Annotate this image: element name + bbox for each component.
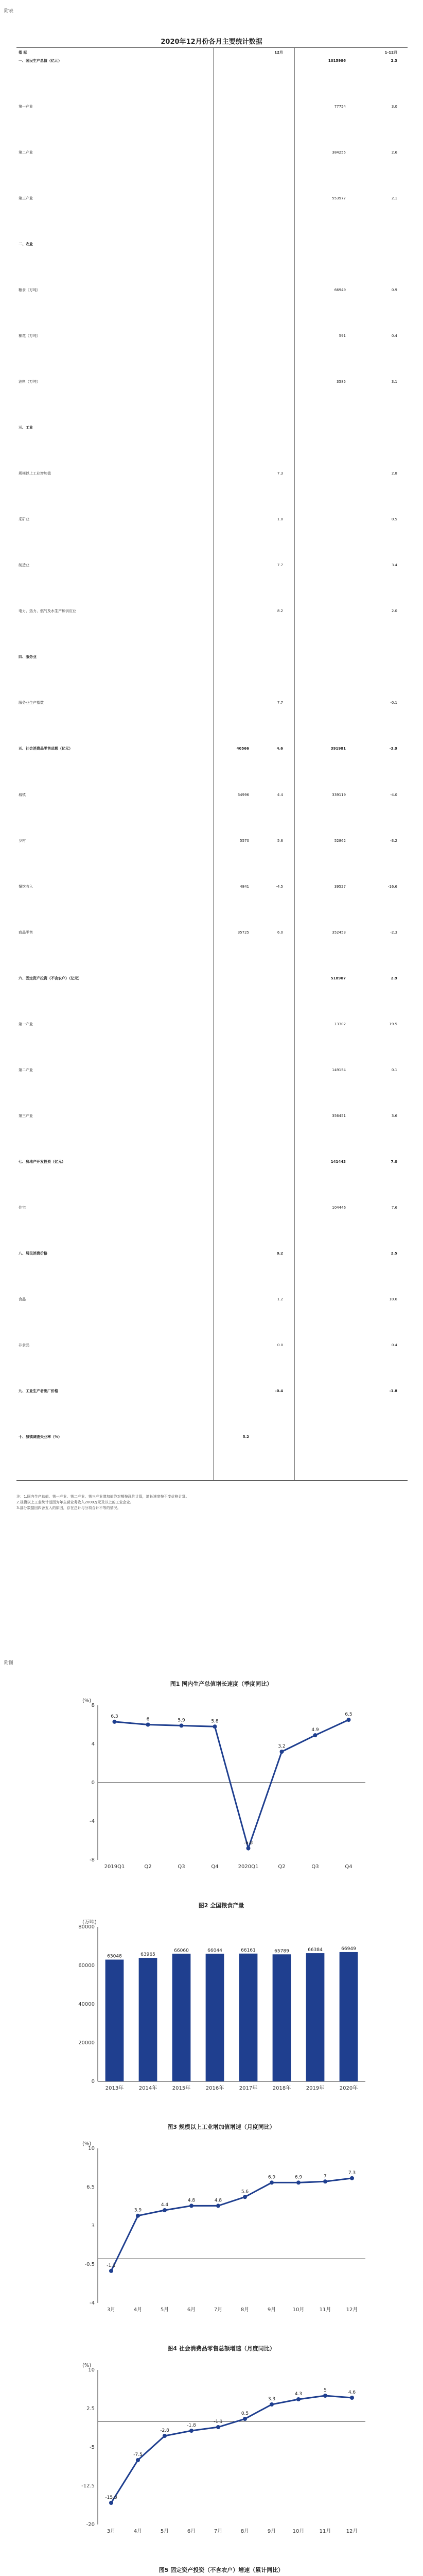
x-tick-label: Q2 — [278, 1864, 286, 1870]
table-cell: 149154 — [332, 1067, 346, 1072]
table-cell: -2.3 — [390, 930, 397, 935]
data-label: 5.9 — [178, 1718, 185, 1723]
table-row — [16, 700, 408, 705]
data-label: 4.3 — [294, 2392, 303, 2397]
chart-svg — [67, 2138, 376, 2324]
y-tick-label: 60000 — [78, 1963, 95, 1969]
table-cell: 第三产业 — [19, 1113, 33, 1118]
footnote-line: 注：1.国内生产总值、第一产业、第二产业、第三产业增加值绝对额按现价计算，增长速度按不变价格计算。 — [16, 1495, 189, 1499]
y-tick-label: 40000 — [78, 2002, 95, 2007]
data-label: 63048 — [107, 1954, 122, 1959]
data-point — [113, 1720, 117, 1724]
table-cell: -4.0 — [390, 792, 397, 797]
table-cell: 二、农业 — [19, 242, 33, 247]
data-label: 0.5 — [241, 2411, 249, 2416]
x-tick-label: Q4 — [345, 1864, 352, 1870]
table-cell: 518907 — [330, 976, 346, 980]
data-label: 5.6 — [241, 2189, 249, 2195]
table-cell: 7.7 — [277, 701, 283, 705]
table-cell: 十、城镇调查失业率（%） — [19, 1434, 62, 1439]
table-cell: 5570 — [240, 838, 249, 843]
x-tick-label: 2019年 — [306, 2086, 325, 2091]
x-tick-label: 6月 — [187, 2307, 196, 2313]
table-row — [16, 104, 408, 109]
y-tick-label: 6.5 — [86, 2184, 95, 2190]
y-tick-label: -0.5 — [84, 2262, 95, 2267]
table-cell: -3.2 — [390, 838, 397, 843]
table-row — [16, 1113, 408, 1118]
appendix-tag: 附图 — [4, 1660, 14, 1666]
table-cell: 0.4 — [391, 334, 397, 338]
x-tick-label: Q3 — [178, 1864, 185, 1870]
data-point — [243, 2195, 247, 2199]
table-cell: 1.0 — [277, 517, 283, 522]
data-label: 3.9 — [134, 2208, 142, 2213]
table-cell: 3.1 — [391, 380, 397, 384]
y-tick-label: 20000 — [78, 2040, 95, 2046]
table-row — [16, 242, 408, 247]
table-cell: 8.2 — [277, 609, 283, 614]
y-tick-label: -8 — [90, 1857, 95, 1863]
column-header: 12月 — [274, 50, 283, 55]
table-row — [16, 333, 408, 338]
chart — [67, 1680, 376, 1891]
table-row — [16, 1388, 408, 1394]
y-tick-label: 2.5 — [86, 2406, 95, 2412]
data-table — [16, 47, 408, 1481]
y-tick-label: 0 — [91, 2079, 95, 2084]
data-point — [189, 2429, 193, 2433]
table-row — [16, 1251, 408, 1256]
x-tick-label: Q4 — [211, 1864, 219, 1870]
data-label: 5.8 — [211, 1719, 219, 1724]
data-label: 6.9 — [294, 2175, 303, 2180]
y-tick-label: 0 — [91, 1780, 95, 1786]
bar — [172, 1954, 191, 2081]
x-tick-label: Q3 — [311, 1864, 319, 1870]
table-row — [16, 517, 408, 522]
table-cell: 1.2 — [277, 1297, 283, 1301]
data-point — [313, 1733, 318, 1737]
table-cell: 2.3 — [391, 59, 397, 63]
x-tick-label: 2016年 — [205, 2086, 224, 2091]
table-cell: 六、固定资产投资（不含农户）（亿元） — [19, 976, 82, 980]
table-cell: 553977 — [332, 196, 346, 201]
x-tick-label: 9月 — [267, 2529, 276, 2534]
table-cell: 五、社会消费品零售总额（亿元） — [19, 747, 73, 751]
table-cell: 电力、热力、燃气及水生产和供应业 — [19, 609, 76, 614]
x-tick-label: 3月 — [107, 2307, 116, 2313]
table-row — [16, 608, 408, 614]
table-cell: 356451 — [332, 1113, 346, 1118]
data-point — [109, 2269, 113, 2273]
data-point — [180, 1723, 184, 1727]
x-tick-label: 5月 — [160, 2307, 169, 2313]
data-label: 4.8 — [187, 2198, 196, 2204]
table-row — [16, 654, 408, 659]
table-cell: -3.9 — [389, 747, 397, 751]
table-cell: 13302 — [334, 1022, 346, 1026]
y-tick-label: 4 — [91, 1741, 95, 1747]
data-label: 6.9 — [268, 2175, 276, 2180]
table-row — [16, 563, 408, 568]
table-cell: 384255 — [332, 150, 346, 155]
table-cell: 四、服务业 — [19, 655, 37, 659]
table-cell: 1015986 — [328, 59, 346, 63]
table-row — [16, 196, 408, 201]
table-cell: 八、居民消费价格 — [19, 1251, 47, 1256]
table-cell: 油料（万吨） — [19, 380, 40, 384]
table-row — [16, 1022, 408, 1027]
table-cell: -0.4 — [275, 1388, 283, 1393]
data-label: 66384 — [308, 1947, 323, 1953]
x-tick-label: 8月 — [240, 2529, 250, 2534]
x-tick-label: 5月 — [160, 2529, 169, 2534]
y-tick-label: 3 — [91, 2223, 95, 2229]
table-row — [16, 150, 408, 155]
table-cell: -0.1 — [390, 701, 397, 705]
x-tick-label: 2018年 — [272, 2086, 291, 2091]
data-point — [243, 2417, 247, 2421]
table-cell: 4841 — [240, 884, 249, 889]
table-cell: 591 — [339, 334, 346, 338]
x-tick-label: 2013年 — [105, 2086, 124, 2091]
x-tick-label: 2020年 — [339, 2086, 358, 2091]
x-tick-label: 10月 — [292, 2307, 305, 2313]
x-tick-label: 2020Q1 — [238, 1864, 259, 1870]
data-label: 4.8 — [214, 2198, 222, 2204]
table-cell: 商品零售 — [19, 930, 33, 935]
x-tick-label: 12月 — [346, 2529, 358, 2534]
y-axis-label: (%) — [82, 2141, 92, 2147]
data-point — [213, 1724, 217, 1728]
table-cell: 141443 — [330, 1159, 346, 1164]
table-cell: 第二产业 — [19, 150, 33, 155]
table-cell: 104446 — [332, 1205, 346, 1210]
y-tick-label: -20 — [86, 2522, 95, 2528]
table-cell: 城镇 — [19, 792, 26, 797]
table-cell: 52862 — [334, 838, 346, 843]
table-cell: 0.4 — [391, 1343, 397, 1347]
table-cell: 35725 — [237, 930, 249, 935]
data-label: 7.3 — [348, 2170, 356, 2176]
chart-svg — [67, 1917, 376, 2102]
table-cell: 非食品 — [19, 1343, 29, 1347]
data-label: -1.1 — [214, 2419, 223, 2425]
table-cell: 服务业生产指数 — [19, 701, 44, 705]
data-point — [136, 2214, 140, 2218]
chart-title: 图3 规模以上工业增加值增速（月度同比） — [167, 2124, 275, 2130]
x-tick-label: 2014年 — [138, 2086, 157, 2091]
table-cell: 34996 — [237, 792, 249, 797]
data-label: -1.1 — [107, 2263, 116, 2268]
table-tag: 附表 — [4, 9, 14, 14]
chart — [67, 2123, 376, 2334]
table-cell: 2.0 — [391, 609, 397, 614]
table-cell: 0.2 — [276, 1251, 283, 1256]
data-point — [246, 1846, 251, 1851]
column-divider — [213, 48, 214, 1480]
x-tick-label: Q2 — [144, 1864, 152, 1870]
table-cell: 77754 — [334, 105, 346, 109]
table-row — [16, 1434, 408, 1439]
bar — [105, 1960, 124, 2081]
table-row — [16, 884, 408, 889]
table-cell: 3.4 — [391, 563, 397, 568]
series-line — [111, 2396, 352, 2503]
table-cell: 7.3 — [277, 471, 283, 476]
data-label: 4.4 — [161, 2202, 169, 2208]
table-cell: 食品 — [19, 1297, 26, 1301]
table-row — [16, 287, 408, 293]
table-cell: 4.6 — [276, 747, 283, 751]
data-label: -1.8 — [187, 2423, 196, 2428]
y-tick-label: -12.5 — [81, 2483, 95, 2489]
data-label: 65789 — [274, 1948, 289, 1954]
table-cell: 采矿业 — [19, 517, 29, 522]
series-line — [115, 1720, 349, 1848]
data-label: 63965 — [140, 1952, 155, 1958]
chart — [67, 2566, 376, 2576]
data-point — [350, 2396, 354, 2400]
table-cell: 3.0 — [391, 105, 397, 109]
data-label: 4.9 — [311, 1727, 319, 1733]
table-cell: 2.5 — [391, 1251, 397, 1256]
table-row — [16, 58, 408, 63]
data-label: 66161 — [241, 1947, 256, 1953]
table-cell: 7.0 — [391, 1159, 397, 1164]
data-point — [347, 1718, 351, 1722]
table-cell: 0.1 — [391, 1067, 397, 1072]
y-tick-label: 10 — [88, 2146, 95, 2151]
data-label: 7 — [324, 2174, 327, 2179]
table-cell: -1.8 — [389, 1388, 397, 1393]
table-cell: 339119 — [332, 792, 346, 797]
data-point — [109, 2501, 113, 2505]
x-tick-label: 4月 — [133, 2529, 143, 2534]
y-tick-label: 8 — [91, 1703, 95, 1708]
table-cell: 一、国民生产总值（亿元） — [19, 59, 62, 63]
table-row — [16, 838, 408, 843]
table-row — [16, 792, 408, 798]
chart-svg — [67, 1695, 376, 1880]
chart-svg — [67, 2360, 376, 2545]
table-row — [16, 930, 408, 935]
column-divider — [294, 48, 295, 1480]
data-label: 6.5 — [345, 1712, 352, 1718]
table-cell: 3585 — [337, 380, 346, 384]
table-row — [16, 425, 408, 430]
table-cell: 规模以上工业增加值 — [19, 471, 51, 476]
table-cell: -4.5 — [276, 884, 283, 889]
x-tick-label: 6月 — [187, 2529, 196, 2534]
table-cell: 粮食（万吨） — [19, 288, 40, 293]
table-row — [16, 1343, 408, 1348]
data-label: 3.2 — [278, 1744, 286, 1749]
table-cell: 住宅 — [19, 1205, 26, 1210]
data-point — [350, 2176, 354, 2180]
data-point — [189, 2204, 193, 2208]
table-cell: 5.2 — [242, 1434, 249, 1439]
data-label: -15.8 — [105, 2495, 117, 2500]
table-cell: 40566 — [236, 747, 249, 751]
data-label: 66060 — [174, 1948, 189, 1954]
data-point — [270, 2180, 274, 2184]
table-cell: 3.6 — [391, 1113, 397, 1118]
chart-title: 图5 固定资产投资（不含农户）增速（累计同比） — [158, 2567, 284, 2573]
data-label: 5 — [324, 2388, 327, 2393]
table-cell: 19.5 — [389, 1022, 397, 1026]
bar — [306, 1953, 325, 2081]
table-cell: 第二产业 — [19, 1067, 33, 1072]
x-tick-label: 3月 — [107, 2529, 116, 2534]
table-row — [16, 379, 408, 384]
data-point — [296, 2180, 301, 2184]
table-row — [16, 1067, 408, 1073]
chart-title: 图2 全国粮食产量 — [198, 1902, 244, 1909]
footnotes — [16, 1494, 408, 1511]
bar — [206, 1954, 224, 2081]
data-label: -6.8 — [243, 1840, 253, 1846]
data-point — [146, 1723, 150, 1727]
table-cell: 0.9 — [391, 288, 397, 293]
x-tick-label: 2017年 — [239, 2086, 258, 2091]
data-point — [296, 2397, 301, 2401]
y-tick-label: -4 — [90, 2300, 95, 2306]
table-row — [16, 976, 408, 981]
y-tick-label: -5 — [90, 2445, 95, 2450]
table-cell: 0.0 — [277, 1343, 283, 1347]
x-tick-label: 8月 — [240, 2307, 250, 2313]
x-tick-label: 11月 — [319, 2307, 331, 2313]
table-cell: 乡村 — [19, 838, 26, 843]
table-cell: 391981 — [330, 747, 346, 751]
x-tick-label: 7月 — [214, 2529, 223, 2534]
table-cell: 39527 — [334, 884, 346, 889]
table-cell: 第三产业 — [19, 196, 33, 201]
x-tick-label: 12月 — [346, 2307, 358, 2313]
table-row — [16, 1297, 408, 1302]
table-cell: 4.4 — [277, 792, 283, 797]
y-tick-label: 10 — [88, 2367, 95, 2373]
table-cell: 66949 — [334, 288, 346, 293]
table-cell: 0.5 — [391, 517, 397, 522]
chart — [67, 1901, 376, 2112]
data-point — [280, 1750, 284, 1754]
table-cell: 第一产业 — [19, 105, 33, 109]
table-cell: 352453 — [332, 930, 346, 935]
data-point — [270, 2402, 274, 2406]
table-row — [16, 1205, 408, 1210]
table-cell: 七、房地产开发投资（亿元） — [19, 1159, 65, 1164]
data-label: 66044 — [207, 1948, 222, 1954]
table-cell: 5.6 — [277, 838, 283, 843]
table-cell: 6.0 — [277, 930, 283, 935]
x-tick-label: 2019Q1 — [104, 1864, 125, 1870]
bar — [139, 1958, 157, 2081]
data-label: 6 — [146, 1717, 150, 1722]
bar — [239, 1954, 258, 2081]
table-header-row — [16, 50, 408, 55]
footnote-line: 3.部分数据因四舍五入的原因，存在总计与分项合计不等的情况。 — [16, 1506, 121, 1510]
x-tick-label: 2015年 — [172, 2086, 191, 2091]
table-cell: 三、工业 — [19, 426, 33, 430]
table-cell: 10.6 — [389, 1297, 397, 1301]
data-point — [163, 2208, 167, 2212]
y-tick-label: 80000 — [78, 1924, 95, 1930]
data-label: 6.3 — [111, 1714, 118, 1719]
table-row — [16, 471, 408, 476]
data-label: 66949 — [341, 1946, 356, 1952]
data-point — [136, 2458, 140, 2462]
column-header: 指 标 — [19, 50, 27, 55]
x-tick-label: 10月 — [292, 2529, 305, 2534]
x-tick-label: 7月 — [214, 2307, 223, 2313]
bar — [340, 1952, 358, 2081]
x-tick-label: 9月 — [267, 2307, 276, 2313]
table-cell: 棉花（万吨） — [19, 334, 40, 338]
table-cell: 餐饮收入 — [19, 884, 33, 889]
series-line — [111, 2178, 352, 2271]
chart — [67, 2344, 376, 2555]
table-cell: 九、工业生产者出厂价格 — [19, 1388, 58, 1393]
table-cell: 第一产业 — [19, 1022, 33, 1026]
data-point — [163, 2434, 167, 2438]
data-point — [323, 2394, 327, 2398]
chart-title: 图1 国内生产总值增长速度（季度同比） — [170, 1681, 273, 1687]
data-point — [323, 2179, 327, 2183]
table-cell: 2.1 — [391, 196, 397, 201]
footnote-line: 2.规模以上工业统计范围为年主营业务收入2000万元及以上的工业企业。 — [16, 1500, 134, 1504]
data-label: 4.6 — [348, 2390, 356, 2395]
table-cell: 2.9 — [391, 976, 397, 980]
table-cell: 2.8 — [391, 471, 397, 476]
x-tick-label: 4月 — [133, 2307, 143, 2313]
bar — [273, 1954, 291, 2081]
data-label: -2.8 — [160, 2428, 169, 2433]
y-tick-label: -4 — [90, 1819, 95, 1824]
table-cell: -16.6 — [387, 884, 397, 889]
data-label: 3.3 — [268, 2397, 276, 2402]
table-cell: 7.6 — [391, 1205, 397, 1210]
data-point — [216, 2425, 220, 2429]
y-axis-label: (%) — [82, 2363, 92, 2368]
chart-title: 图4 社会消费品零售总额增速（月度同比） — [167, 2345, 275, 2352]
y-axis-label: (万吨) — [82, 1920, 97, 1925]
data-label: -7.5 — [133, 2452, 143, 2458]
x-tick-label: 11月 — [319, 2529, 331, 2534]
column-header: 1-12月 — [384, 50, 397, 55]
table-cell: 7.7 — [277, 563, 283, 568]
table-row — [16, 1159, 408, 1164]
data-point — [216, 2204, 220, 2208]
table-cell: 制造业 — [19, 563, 29, 568]
page-title: 2020年12月份各月主要统计数据 — [161, 38, 262, 46]
y-axis-label: (%) — [82, 1698, 92, 1704]
table-cell: 2.6 — [391, 150, 397, 155]
table-row — [16, 746, 408, 751]
